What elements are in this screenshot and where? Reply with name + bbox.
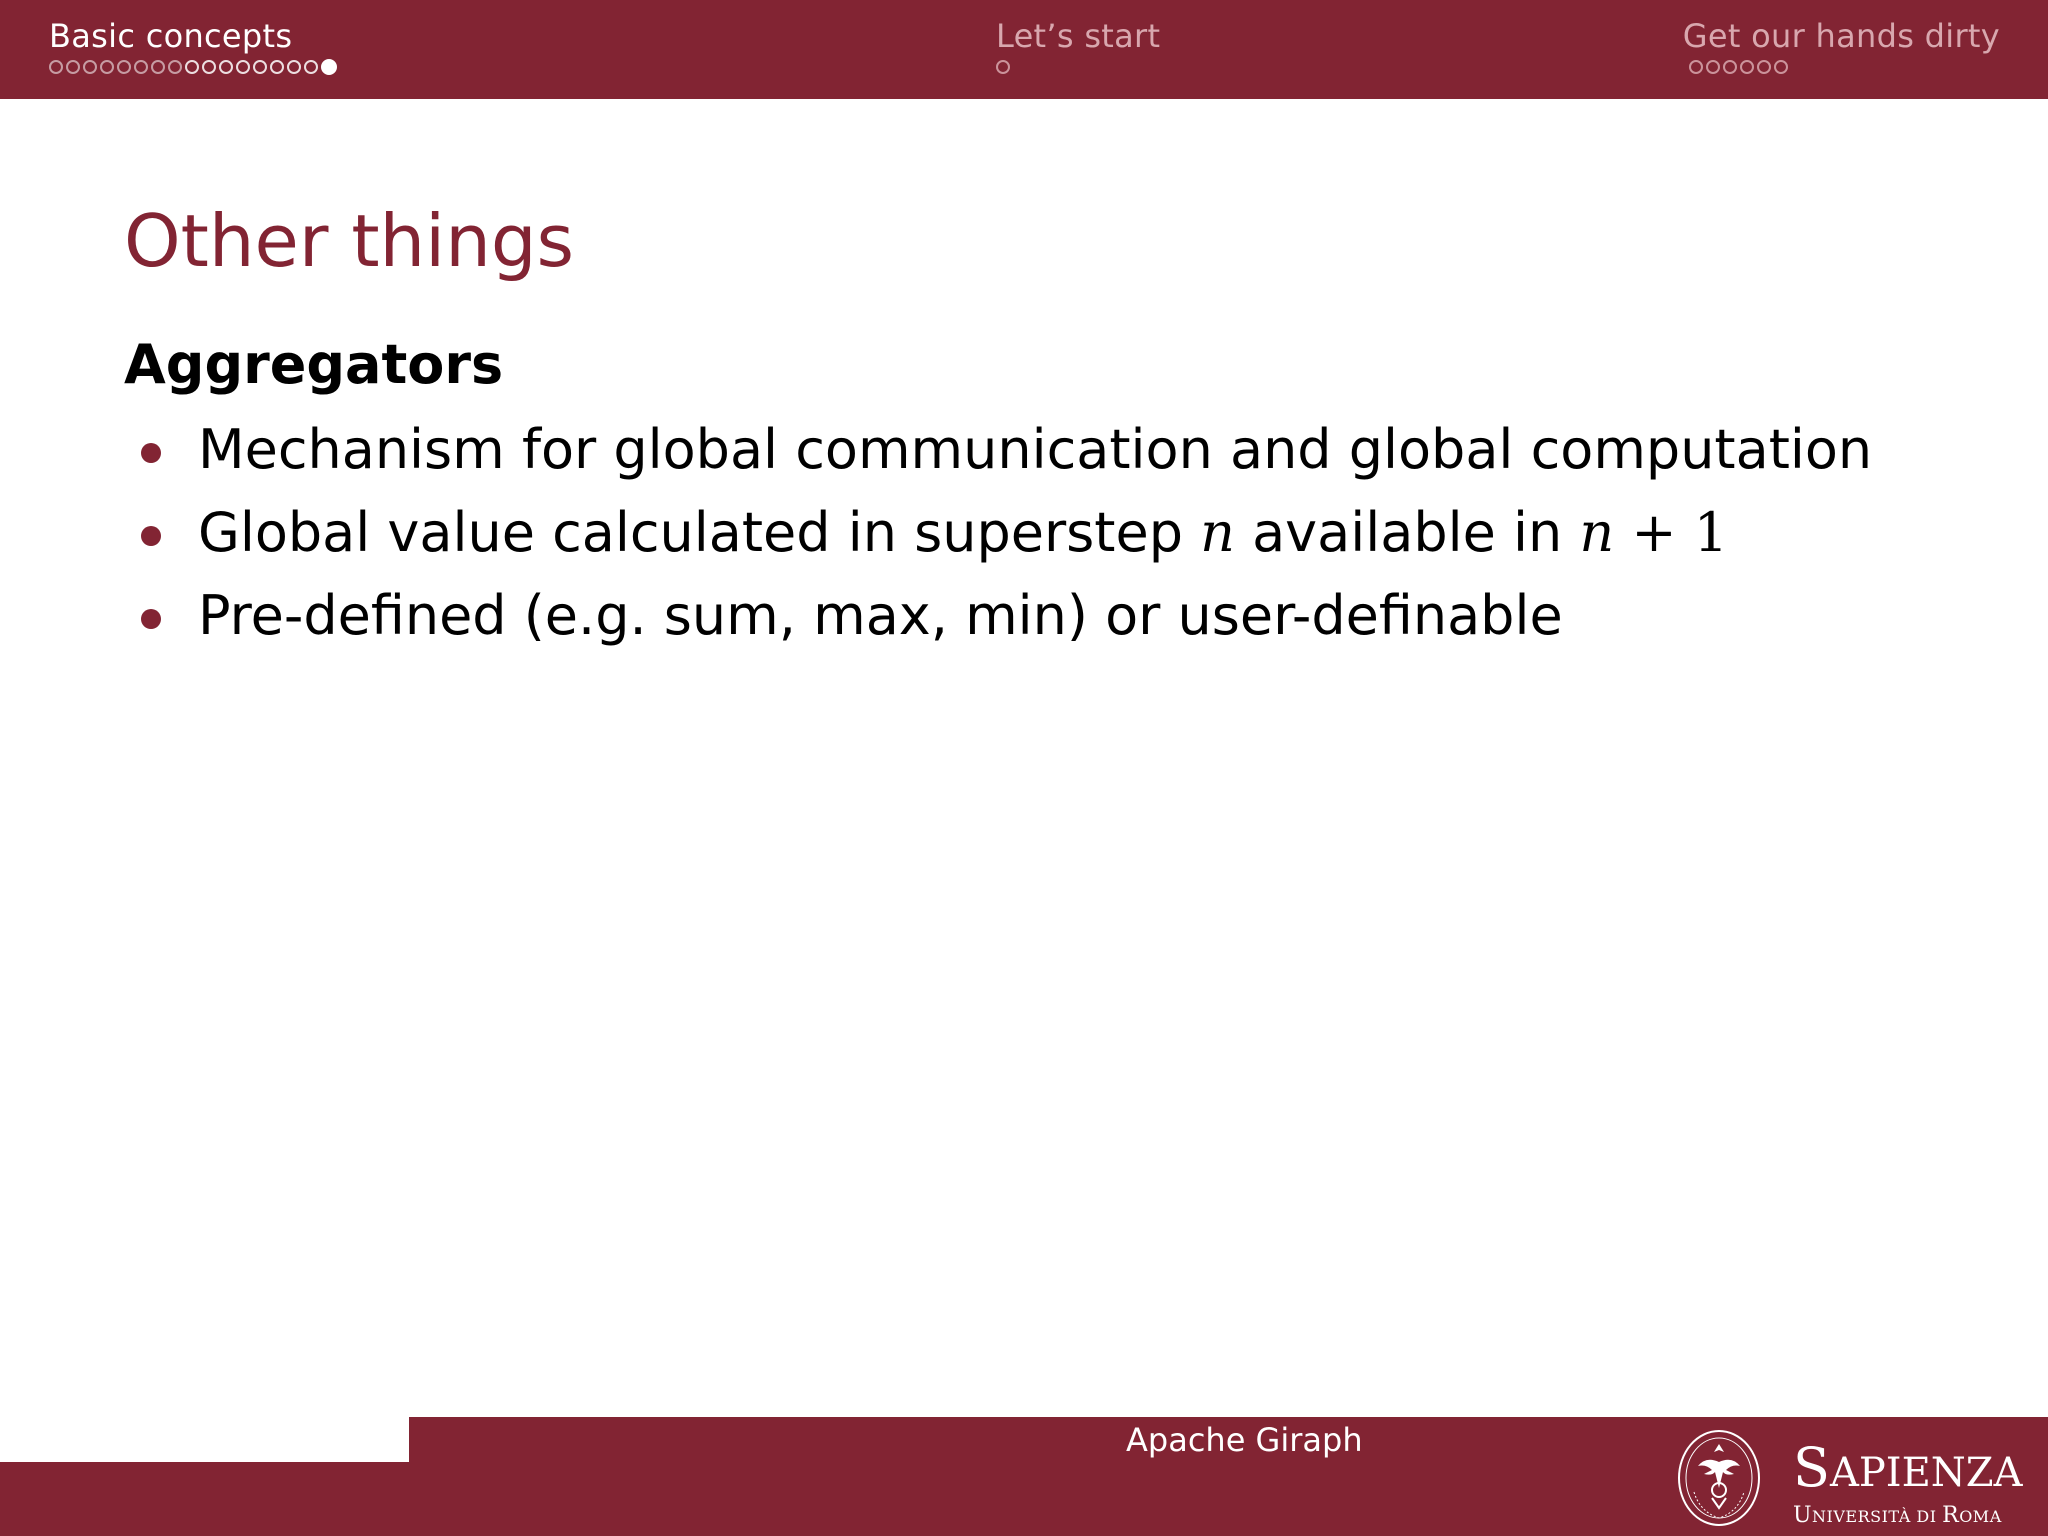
bullet-text: Global value calculated in superstep [198, 501, 1201, 564]
bullet-list [130, 414, 1872, 663]
nav-frame-dot[interactable] [996, 60, 1010, 74]
math-expression: + 1 [1614, 501, 1729, 564]
nav-frame-dot[interactable] [100, 60, 114, 74]
nav-frame-dot[interactable] [1757, 60, 1771, 74]
footer-left-bar [0, 1462, 409, 1536]
nav-current-frame-dot[interactable] [321, 59, 337, 75]
math-variable: n [1200, 501, 1235, 564]
nav-frame-dot[interactable] [1706, 60, 1720, 74]
nav-frame-dot[interactable] [168, 60, 182, 74]
bullet-text: Pre-defined (e.g. sum, max, min) or user-definable [198, 584, 1563, 647]
nav-frame-dot[interactable] [1723, 60, 1737, 74]
nav-frame-dot[interactable] [49, 60, 63, 74]
nav-section-lets-start[interactable] [996, 16, 1160, 74]
nav-frame-dot[interactable] [117, 60, 131, 74]
nav-frame-dot[interactable] [1740, 60, 1754, 74]
university-seal-icon [1676, 1428, 1762, 1528]
brand-subtitle: UNIVERSITÀ DI ROMA [1793, 1503, 2002, 1528]
bullet-item [130, 497, 1872, 580]
nav-frame-dot[interactable] [287, 60, 301, 74]
nav-frame-dot[interactable] [304, 60, 318, 74]
bullet-text: available in [1234, 501, 1580, 564]
nav-section-title[interactable]: Get our hands dirty [1682, 17, 2000, 55]
bullet-icon [141, 443, 161, 463]
university-logo-text [1793, 1436, 2023, 1530]
nav-frame-dots [1689, 60, 2000, 74]
nav-frame-dots [996, 60, 1160, 74]
brand-name: SAPIENZA [1793, 1436, 2023, 1499]
nav-frame-dots [49, 60, 337, 75]
nav-frame-dot[interactable] [219, 60, 233, 74]
nav-section-basic-concepts[interactable] [49, 16, 337, 75]
footer-title: Apache Giraph [1126, 1421, 1363, 1459]
bullet-icon [141, 609, 161, 629]
nav-frame-dot[interactable] [66, 60, 80, 74]
nav-frame-dot[interactable] [236, 60, 250, 74]
bullet-text: Mechanism for global communication and global computation [198, 418, 1873, 481]
nav-section-title[interactable]: Basic concepts [49, 17, 293, 55]
navigation-bar [0, 0, 2048, 99]
nav-frame-dot[interactable] [253, 60, 267, 74]
nav-frame-dot[interactable] [151, 60, 165, 74]
nav-frame-dot[interactable] [1689, 60, 1703, 74]
nav-frame-dot[interactable] [1774, 60, 1788, 74]
block-title: Aggregators [124, 333, 504, 396]
nav-section-get-our-hands-dirty[interactable] [1683, 16, 2000, 74]
bullet-item [130, 580, 1872, 663]
math-variable: n [1579, 501, 1615, 564]
nav-section-title[interactable]: Let’s start [996, 17, 1161, 55]
bullet-icon [141, 526, 161, 546]
nav-frame-dot[interactable] [83, 60, 97, 74]
nav-frame-dot[interactable] [185, 60, 199, 74]
nav-frame-dot[interactable] [270, 60, 284, 74]
nav-frame-dot[interactable] [134, 60, 148, 74]
slide-title: Other things [124, 199, 575, 283]
bullet-item [130, 414, 1872, 497]
nav-frame-dot[interactable] [202, 60, 216, 74]
